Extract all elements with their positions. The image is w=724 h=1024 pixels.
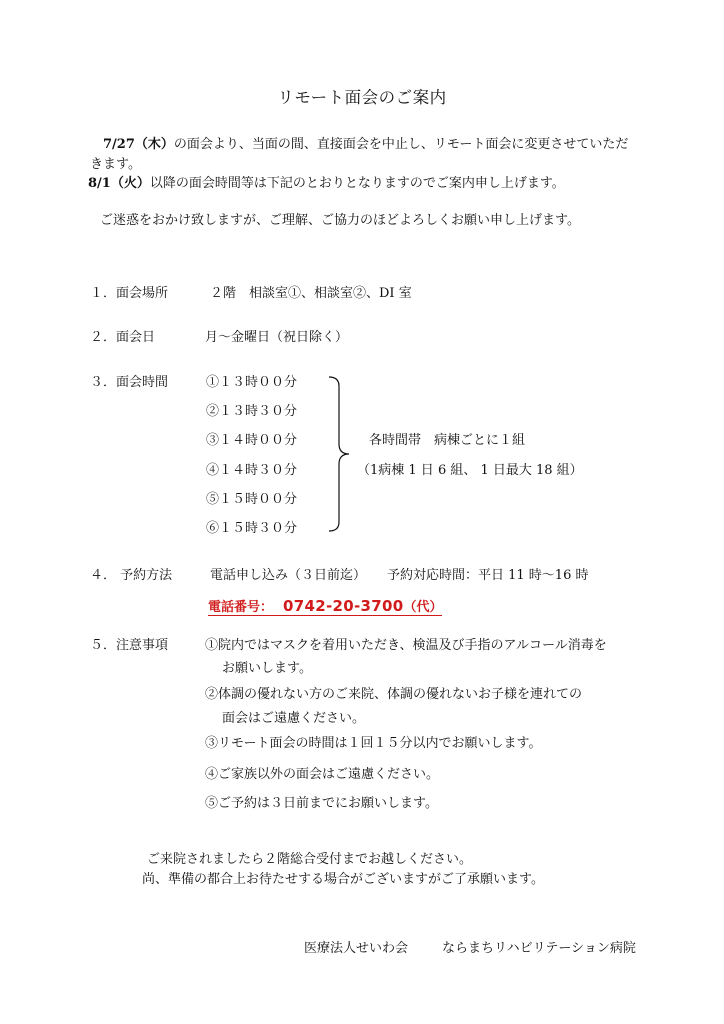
intro-line-3 bbox=[88, 177, 565, 190]
closing-line-1: ご来院されましたら２階総合受付までお越しください。 bbox=[147, 852, 473, 867]
intro-date-1: 7/27（木） bbox=[103, 137, 174, 152]
reserve-hours: 予約対応時間：平日 11 時～16 時 bbox=[387, 568, 589, 583]
section-days-value: 月～金曜日（祝日除く） bbox=[205, 330, 349, 345]
phone-number-value: 0742-20-3700 bbox=[283, 597, 404, 615]
signature-org: 医療法人せいわ会 bbox=[304, 941, 409, 956]
section-reserve-value: 電話申し込み（３日前迄） bbox=[210, 568, 367, 583]
closing-line-2: 尚、準備の都合上お待たせする場合がございますがご了承願います。 bbox=[142, 872, 544, 887]
phone-number bbox=[208, 599, 442, 616]
section-reserve-label: ４． 予約方法 bbox=[90, 568, 173, 583]
right-brace bbox=[327, 376, 351, 532]
section-times-label: ３．面会時間 bbox=[90, 375, 169, 390]
section-place-label: １．面会場所 bbox=[90, 286, 169, 301]
note-1b: お願いします。 bbox=[222, 661, 312, 676]
signature-hospital: ならまちリハビリテーション病院 bbox=[442, 941, 636, 956]
time-slot: ①１３時００分 bbox=[206, 375, 298, 390]
time-slot: ③１４時００分 bbox=[206, 433, 298, 448]
time-slot: ⑥１５時３０分 bbox=[206, 521, 298, 536]
page-title: リモート面会のご案内 bbox=[277, 88, 447, 107]
note-4: ④ご家族以外の面会はご遠慮ください。 bbox=[205, 767, 440, 782]
intro-date-2: 8/1（火） bbox=[88, 176, 150, 191]
time-slot: ②１３時３０分 bbox=[206, 404, 298, 419]
intro-text-3: 以降の面会時間等は下記のとおりとなりますのでご案内申し上げます。 bbox=[149, 176, 565, 191]
section-days-label: ２．面会日 bbox=[90, 330, 156, 345]
intro-text-1: の面会より、当面の間、直接面会を中止し、リモート面会に変更させていただ bbox=[173, 137, 629, 152]
note-2b: 面会はご遠慮ください。 bbox=[222, 711, 366, 726]
intro-line-4: ご迷惑をおかけ致しますが、ご理解、ご協力のほどよろしくお願い申し上げます。 bbox=[100, 213, 580, 228]
intro-line-2: きます。 bbox=[90, 157, 141, 172]
time-slot: ④１４時３０分 bbox=[206, 463, 298, 478]
phone-label: 電話番号： bbox=[208, 600, 274, 615]
intro-line-1 bbox=[103, 138, 628, 151]
note-5: ⑤ご予約は３日前までにお願いします。 bbox=[205, 796, 438, 811]
section-notes-label: ５．注意事項 bbox=[90, 638, 169, 653]
time-note-1: 各時間帯 病棟ごとに１組 bbox=[369, 433, 526, 448]
note-1a: ①院内ではマスクを着用いただき、検温及び手指のアルコール消毒を bbox=[205, 638, 607, 653]
note-3: ③リモート面会の時間は１回１５分以内でお願いします。 bbox=[205, 736, 542, 751]
note-2a: ②体調の優れない方のご来院、体調の優れないお子様を連れての bbox=[205, 687, 583, 702]
time-slot: ⑤１５時００分 bbox=[206, 492, 298, 507]
time-note-2: （1病棟 1 日 6 組、 1 日最大 18 組） bbox=[357, 463, 583, 478]
phone-suffix: （代） bbox=[403, 600, 443, 615]
section-place-value: ２階 相談室①、相談室②、DI 室 bbox=[210, 286, 412, 301]
